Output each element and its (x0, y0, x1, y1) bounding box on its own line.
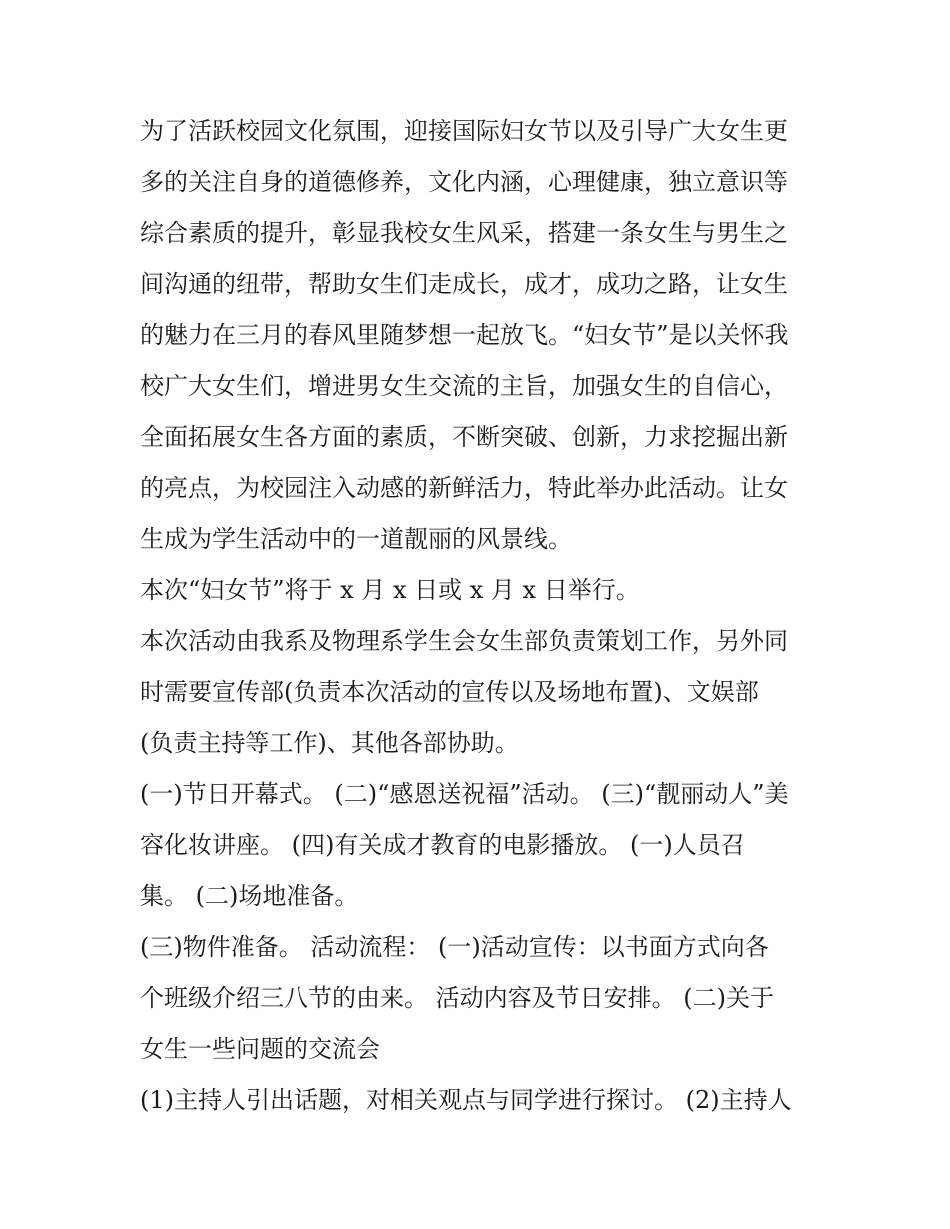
document-body (140, 106, 830, 1126)
text-line: 的魅力在三月的春风里随梦想一起放飞。“妇女节”是以关怀我 (140, 321, 789, 349)
text-line: 生成为学生活动中的一道靓丽的风景线。 (140, 525, 572, 553)
text-line: 间沟通的纽带，帮助女生们走成长，成才，成功之路，让女生 (140, 270, 788, 298)
text-line: 女生一些问题的交流会 (140, 1035, 380, 1063)
text-line: 全面拓展女生各方面的素质，不断突破、创新，力求挖掘出新 (140, 423, 788, 451)
text-line: (1)主持人引出话题，对相关观点与同学进行探讨。 (2)主持人 (140, 1086, 792, 1114)
text-line: (负责主持等工作)、其他各部协助。 (140, 729, 519, 757)
text-line: 个班级介绍三八节的由来。 活动内容及节日安排。 (二)关于 (140, 984, 774, 1012)
text-line: 多的关注自身的道德修养，文化内涵，心理健康，独立意识等 (140, 168, 788, 196)
text-line: 的亮点，为校园注入动感的新鲜活力，特此举办此活动。让女 (140, 474, 788, 502)
text-line: 本次“妇女节”将于 x 月 x 日或 x 月 x 日举行。 (140, 576, 640, 604)
text-line: 本次活动由我系及物理系学生会女生部负责策划工作，另外同 (140, 627, 788, 655)
text-line: 为了活跃校园文化氛围，迎接国际妇女节以及引导广大女生更 (140, 117, 788, 145)
text-line: 校广大女生们，增进男女生交流的主旨，加强女生的自信心， (140, 372, 788, 400)
text-line: 综合素质的提升，彰显我校女生风采，搭建一条女生与男生之 (140, 219, 788, 247)
text-line: 容化妆讲座。 (四)有关成才教育的电影播放。 (一)人员召 (140, 831, 745, 859)
text-line: (一)节日开幕式。 (二)“感恩送祝福”活动。 (三)“靓丽动人”美 (140, 780, 789, 808)
text-line: 时需要宣传部(负责本次活动的宣传以及场地布置)、文娱部 (140, 678, 759, 706)
text-line: (三)物件准备。 活动流程： (一)活动宣传：以书面方式向各 (140, 933, 769, 961)
text-line: 集。 (二)场地准备。 (140, 882, 359, 910)
